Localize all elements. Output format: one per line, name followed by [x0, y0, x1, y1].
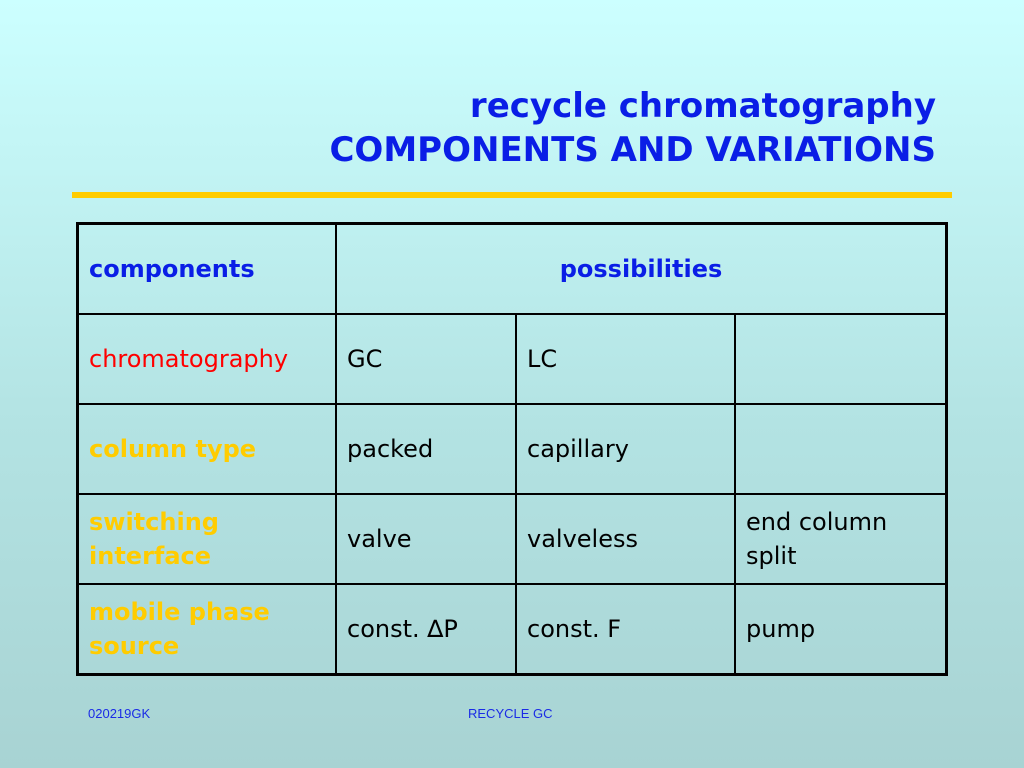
table-row-column-type	[78, 404, 947, 494]
row-label-switching-interface: switching interface	[78, 494, 337, 584]
header-possibilities: possibilities	[336, 224, 947, 315]
title-line-1: recycle chromatography	[469, 86, 936, 126]
row-label-chromatography: chromatography	[78, 314, 337, 404]
title-line-2: COMPONENTS AND VARIATIONS	[329, 130, 936, 170]
footer-center-title: RECYCLE GC	[468, 706, 553, 721]
title-underline-rule	[72, 192, 952, 198]
table-cell: const. F	[516, 584, 735, 675]
table-cell: end column split	[735, 494, 947, 584]
table-cell: pump	[735, 584, 947, 675]
table-cell	[735, 314, 947, 404]
table-row-chromatography	[78, 314, 947, 404]
table-cell: GC	[336, 314, 516, 404]
header-components: components	[78, 224, 337, 315]
slide-title	[329, 84, 936, 172]
table-row-switching-interface	[78, 494, 947, 584]
table-cell: capillary	[516, 404, 735, 494]
components-table	[76, 222, 948, 676]
row-label-column-type: column type	[78, 404, 337, 494]
table-cell: valveless	[516, 494, 735, 584]
table-cell: packed	[336, 404, 516, 494]
table-row-mobile-phase-source	[78, 584, 947, 675]
table-cell: valve	[336, 494, 516, 584]
table-header-row	[78, 224, 947, 315]
row-label-mobile-phase-source: mobile phase source	[78, 584, 337, 675]
table-cell	[735, 404, 947, 494]
footer-left-code: 020219GK	[88, 706, 151, 721]
table-cell: const. ∆P	[336, 584, 516, 675]
table-cell: LC	[516, 314, 735, 404]
